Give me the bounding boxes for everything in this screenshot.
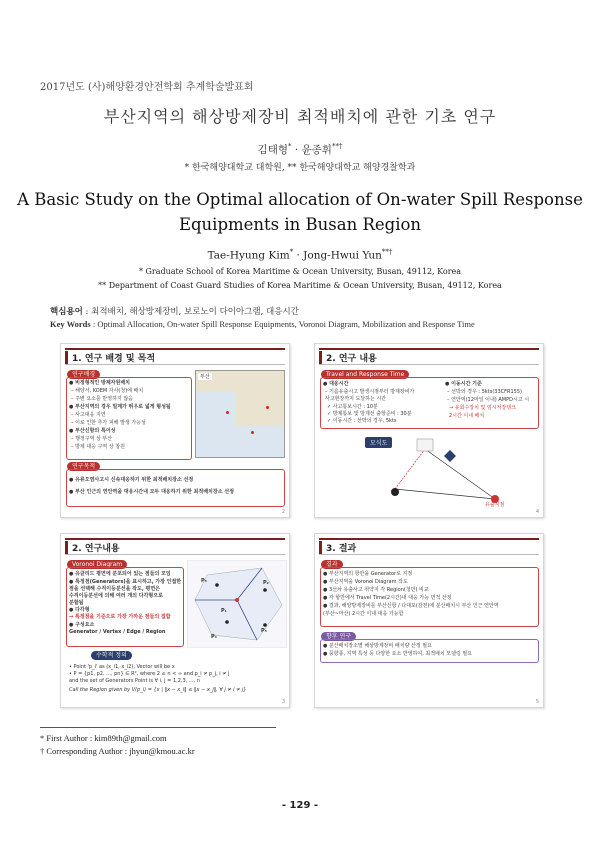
korean-author-2-mark: **† — [331, 142, 343, 151]
future-line: ● 풍향풍, 지역 특성 등 다양한 요소 반영하여, 최적배치 모델링 필요 — [323, 651, 473, 657]
korean-title: 부산지역의 해상방제장비 최적배치에 관한 기초 연구 — [103, 107, 497, 126]
math-line: and the set of Generators Point is ∀ i, j = 1,2,3, ..., n — [69, 678, 200, 684]
bullet-line: ● 이동시간 기준 — [445, 381, 482, 387]
korean-author-separator: · — [291, 144, 302, 156]
math-line: • Point 'p_i' as (x_i1, x_i2), Vector will be x — [69, 664, 175, 670]
slide-title: 2. 연구내용 — [72, 544, 120, 554]
bullet-line: – 해양서, KOEM 자사(청)에 배치 — [71, 388, 144, 394]
bullet-line: Generator / Vertex / Edge / Region — [69, 629, 166, 635]
section-tag: 수학적 정의 — [91, 651, 132, 660]
slide-results — [314, 533, 544, 708]
english-affiliation-1: * Graduate School of Korea Maritime & Ocean University, Busan, 49112, Korea — [138, 267, 462, 276]
slide-header — [65, 538, 285, 555]
footnote-rule — [40, 727, 276, 728]
bullet-line: ● 다각형 — [69, 607, 90, 613]
busan-map — [195, 370, 285, 458]
english-authors — [0, 248, 600, 262]
section-tag: 연구배경 — [67, 370, 100, 379]
slide-page-number: 3 — [281, 699, 285, 705]
schematic-diagram — [335, 434, 535, 514]
bullet-line: → 유회수장치 및 임시저장탱크 — [449, 405, 516, 411]
english-title-line-2: Equipments in Busan Region — [178, 215, 422, 234]
bullet-line: ✓ 이동시간 : 선박의 경우, 5kts — [327, 418, 397, 424]
port-marker — [226, 411, 229, 414]
point-label: P₂ — [263, 580, 269, 586]
slide-background-purpose — [60, 343, 290, 518]
route-line — [425, 449, 495, 499]
slide-header — [319, 348, 539, 365]
bullet-line: ● 부산신항의 특이성 — [69, 428, 116, 434]
english-title-line-1: A Basic Study on the Optimal allocation of On-water Spill Response — [17, 190, 583, 209]
slide-page-number: 4 — [535, 509, 539, 515]
korean-author-1-mark: * — [287, 142, 292, 151]
bullet-line: ● 구성요소 — [69, 622, 95, 628]
english-author-2: Jong-Hwui Yun — [303, 249, 382, 262]
corresponding-author-footnote: † Corresponding Author : jhyun@kmou.ac.kr — [40, 746, 195, 756]
bullet-line: ✓ 방제통보 및 방제선 출항준비 : 30분 — [327, 411, 412, 417]
slide-header-accent — [65, 541, 68, 554]
bullet-line: – 방제 대응 구역 상 창원 — [71, 444, 125, 450]
korean-affiliation: * 한국해양대학교 대학원, ** 한국해양대학교 해양경찰학과 — [184, 163, 416, 173]
bullet-line: ● 비정형적인 방제자원배치 — [69, 380, 130, 386]
english-author-separator: · — [293, 249, 304, 262]
purpose-line: ● 부산 인근의 연안역을 대응시간내 모두 대응하기 위한 최적배치장소 선정 — [69, 489, 234, 495]
port-marker — [251, 431, 254, 434]
station-node — [417, 439, 433, 451]
voronoi-vertex — [235, 598, 239, 602]
voronoi-diagram — [187, 560, 287, 648]
english-author-1-mark: * — [289, 248, 294, 256]
point-label: P₁ — [221, 608, 227, 614]
point-label: P₅ — [201, 578, 207, 584]
result-line: ● 결과, 해양방제장비를 부산신항 / 다대포(감천)에 분산배치시 부산 인근 연안역 — [323, 603, 499, 609]
result-line: ● 부산지역을 Voronoi Diagram 작도 — [323, 579, 408, 585]
bullet-line: 2시간 이내 배치 — [449, 413, 485, 419]
english-keywords — [50, 319, 475, 329]
schematic-label: 모식도 — [365, 437, 392, 448]
korean-author-2: 윤종휘 — [301, 144, 332, 156]
english-author-2-mark: **† — [381, 248, 393, 256]
slide-header — [319, 538, 539, 555]
bullet-line: – 선박의 경우 : 5kts(33CFR155) — [447, 389, 522, 395]
page-number: - 129 - — [281, 800, 319, 811]
bullet-line: – 연안역(12마일 이내) AMPD시고 시 — [447, 397, 530, 403]
slide-header-accent — [319, 351, 322, 364]
bullet-line: ● 특정점(Generators)을 표시하고, 가장 인접한 — [69, 579, 182, 585]
section-tag: Travel and Response Time — [321, 370, 409, 379]
bullet-line: 점을 선택해 수직이등분선을 작도, 평면은 — [69, 586, 160, 592]
generator-point — [263, 623, 267, 627]
point-label: P₄ — [211, 634, 217, 640]
section-tag: Voronoi Diagram — [67, 560, 127, 569]
bullet-line: – 기름유출시고 발생시점부터 방제장비가 — [325, 389, 415, 395]
bullet-line: 분할됨 — [69, 600, 84, 606]
slide-title: 3. 결과 — [326, 544, 357, 554]
purpose-box — [66, 469, 285, 507]
generator-point — [225, 620, 229, 624]
bullet-line: – 이로 인한 추가 피해 발생 가능성 — [71, 420, 146, 426]
bullet-line: ● 대응시간 — [323, 381, 349, 387]
slide-page-number: 5 — [535, 699, 539, 705]
node-label: 유출지점 — [485, 502, 505, 508]
purpose-line: ● 유류오염사고시 신속대응하기 위한 최적배치장소 선정 — [69, 477, 194, 483]
future-line: ● 분산배치장소별 해상방제장비 배치량 산정 필요 — [323, 643, 432, 649]
slide-header — [65, 348, 285, 365]
point-label: P₃ — [261, 628, 267, 634]
slide-page-number: 2 — [281, 509, 285, 515]
korean-authors — [0, 142, 600, 157]
conference-header: 2017년도 (사)해양환경안전학회 추계학술발표회 — [40, 82, 254, 93]
vessel-node — [444, 450, 456, 462]
generator-point — [263, 588, 267, 592]
first-author-footnote: * First Author : kim89th@gmail.com — [40, 733, 167, 743]
bullet-line: ● 유클리드 평면에 분포되어 있는 점들의 모임 — [69, 571, 171, 577]
section-tag: 연구목적 — [67, 462, 100, 471]
section-tag: 향후 연구 — [321, 632, 356, 641]
result-line: ● 부산지역의 항만을 Generator로 지정 — [323, 571, 413, 577]
korean-keywords — [50, 305, 299, 317]
slide-voronoi — [60, 533, 290, 708]
result-line: (부산~마산) 2시간 이내 대응 가능함 — [323, 611, 404, 617]
english-keywords-label: Key Words — [50, 319, 91, 329]
math-line: Call the Region given by V(p_i) = {x | ‖x − x_i‖ ≤ ‖x − x_j‖, ∀ j ≠ i ≠ j} — [69, 687, 247, 693]
map-label: 부산 — [200, 374, 210, 380]
english-author-1: Tae-Hyung Kim — [207, 249, 290, 262]
slide-title: 1. 연구 배경 및 목적 — [72, 354, 156, 364]
aircraft-node — [391, 488, 399, 496]
english-keywords-text: : Optimal Allocation, On-water Spill Response Equipments, Voronoi Diagram, Mobilization and Response Time — [90, 319, 475, 329]
math-line: • P = {p1, p2, ..., pn} ∈ R², where 2 ≤ n < ∞ and p_i ≠ p_j, i ≠ j — [69, 671, 230, 677]
result-line: ● 3선차 유출사고 취약지 각 Region(청만) 비교 — [323, 587, 429, 593]
slide-header-accent — [65, 351, 68, 364]
bullet-line: ✓ 사고통보시간 : 10분 — [327, 404, 378, 410]
bullet-line: – 행정구역 상 부산 — [71, 436, 113, 442]
korean-keywords-text: : 최적배치, 해상방제장비, 보로노이 다이아그램, 대응시간 — [82, 307, 299, 317]
route-line — [395, 489, 495, 499]
result-line: ● 각 항만에서 Travel Time(2시간)내 대응 가능 면적 산정 — [323, 595, 452, 601]
bullet-line: – 주변 요소를 반영하지 않음 — [71, 396, 133, 402]
section-tag: 결과 — [321, 560, 343, 569]
bullet-line: → 특정점을 기준으로 가장 가까운 점들의 집합 — [69, 614, 171, 620]
slide-header-accent — [319, 541, 322, 554]
land-area — [236, 371, 285, 426]
slide-title: 2. 연구 내용 — [326, 354, 377, 364]
port-marker — [266, 406, 269, 409]
bullet-line: ● 부산지역의 경우 밀계가 뛰우로 넓게 형성됨 — [69, 404, 171, 410]
slide-research-content — [314, 343, 544, 518]
korean-author-1: 김태형 — [257, 144, 288, 156]
bullet-line: 수직이등분선에 의해 여러 개의 다각형으로 — [69, 593, 163, 599]
route-line — [395, 449, 425, 489]
korean-keywords-label: 핵심용어 — [50, 307, 83, 317]
english-affiliation-2: ** Department of Coast Guard Studies of Korea Maritime & Ocean University, Busan, 49112, Korea — [98, 281, 502, 290]
footnotes — [40, 732, 195, 758]
english-title — [0, 187, 600, 237]
bullet-line: – 사고대응 지연 — [71, 412, 106, 418]
generator-point — [215, 583, 219, 587]
bullet-line: 사고현장까지 도달하는 시간 — [325, 396, 387, 402]
